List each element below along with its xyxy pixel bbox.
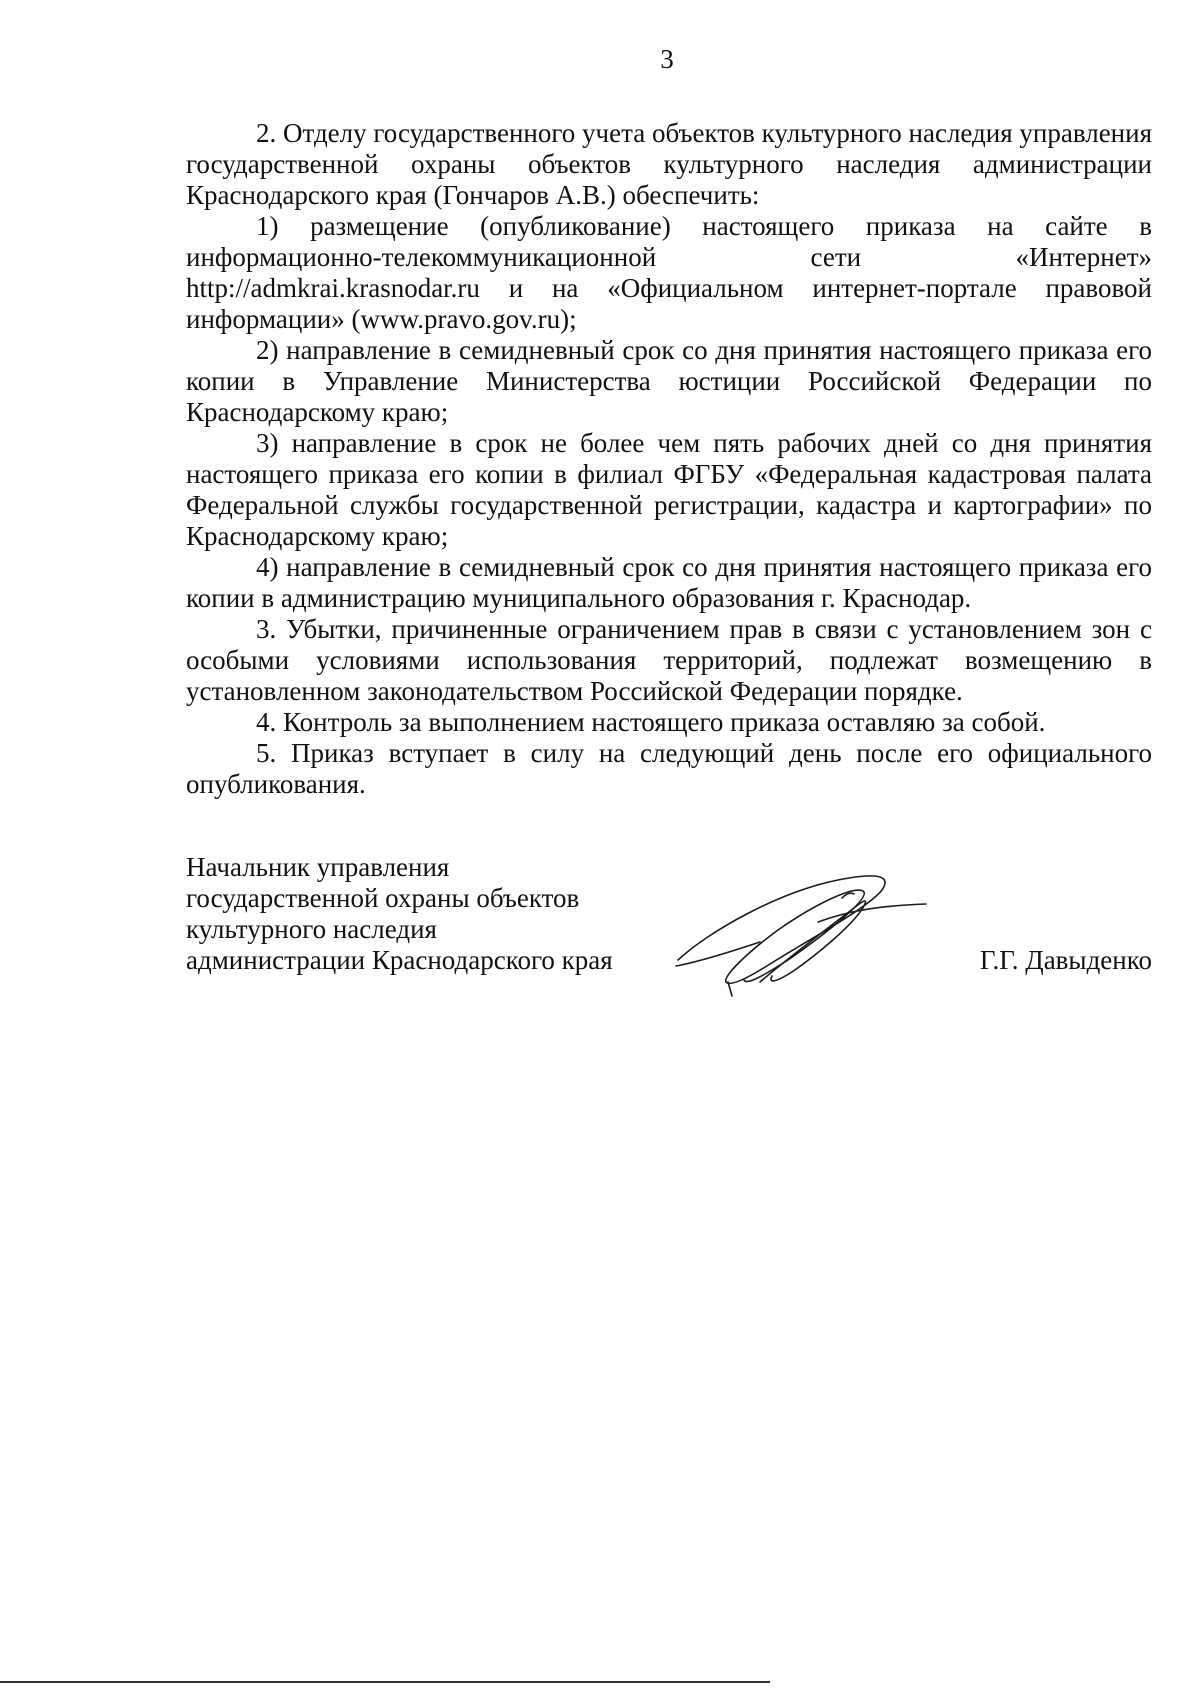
signer-title-line: культурного наследия	[186, 914, 437, 944]
signature-block	[186, 852, 1152, 992]
paragraph-item-4: 4. Контроль за выполнением настоящего приказа оставляю за собой.	[256, 707, 1046, 737]
paragraph-subitem-2: 2) направление в семидневный срок со дня принятия настоящего приказа его копии в Управление Министерства юстиции Российской Федерации по Краснодарскому краю;	[186, 335, 1152, 427]
signer-title	[186, 852, 706, 976]
paragraph-item-2: 2. Отделу государственного учета объектов культурного наследия управления государственной охраны объектов культурного наследия администрации Краснодарского края (Гончаров А.В.) обеспечить:	[186, 118, 1152, 210]
signer-name: Г.Г. Давыденко	[979, 945, 1152, 975]
signer-title-line: администрации Краснодарского края	[186, 945, 613, 975]
signer-title-line: государственной охраны объектов	[186, 883, 580, 913]
signer-title-line: Начальник управления	[186, 852, 450, 882]
paragraph-subitem-1: 1) размещение (опубликование) настоящего приказа на сайте в информационно-телекоммуникационной сети «Интернет» http://admkrai.krasnodar.ru и на «Официальном интернет-портале правовой информации» (www.pravo.gov.ru);	[186, 211, 1152, 334]
handwritten-signature	[668, 862, 958, 1002]
paragraph-subitem-3: 3) направление в срок не более чем пять рабочих дней со дня принятия настоящего приказа его копии в филиал ФГБУ «Федеральная кадастровая палата Федеральной службы государственной регистрации, кадастра и картографии» по Краснодарскому краю;	[186, 428, 1152, 551]
document-body	[186, 118, 1152, 800]
paragraph-subitem-4: 4) направление в семидневный срок со дня принятия настоящего приказа его копии в администрацию муниципального образования г. Краснодар.	[186, 552, 1152, 613]
paragraph-item-5: 5. Приказ вступает в силу на следующий день после его официального опубликования.	[186, 738, 1152, 799]
paragraph-item-3: 3. Убытки, причиненные ограничением прав в связи с установлением зон с особыми условиями использования территорий, подлежат возмещению в установленном законодательством Российской Федерации порядке.	[186, 614, 1152, 706]
bottom-rule	[0, 1681, 770, 1683]
page-number: 3	[660, 44, 674, 74]
